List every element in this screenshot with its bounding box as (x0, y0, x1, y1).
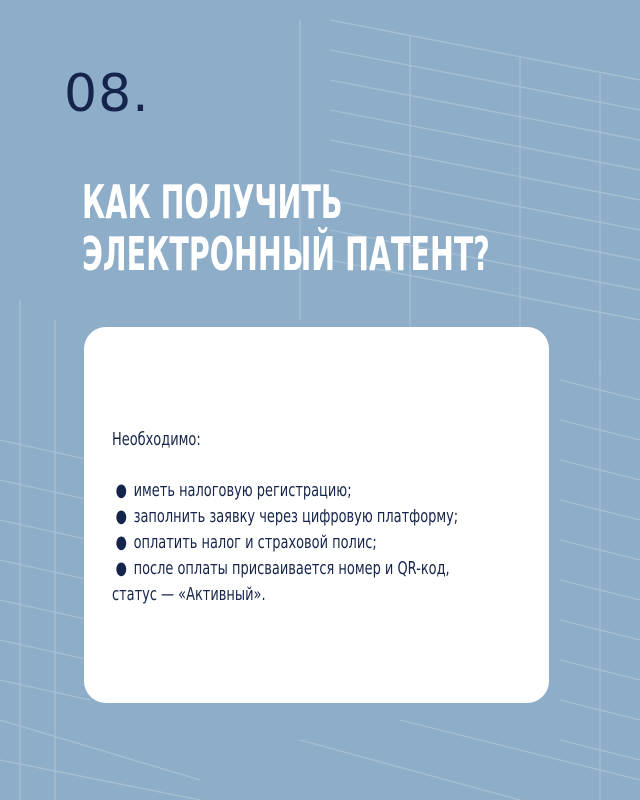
requirements-list (112, 478, 537, 582)
bullet-icon: ● (115, 532, 127, 553)
bullet-icon: ● (115, 480, 127, 501)
bullet-icon: ● (115, 506, 127, 527)
page-title-line-2: ЭЛЕКТРОННЫЙ ПАТЕНТ? (82, 227, 490, 281)
info-card-content (112, 427, 537, 608)
bullet-icon: ● (115, 558, 127, 579)
list-item-continuation: статус — «Активный». (112, 584, 266, 605)
page-title (82, 175, 490, 281)
info-card (84, 327, 549, 703)
page-title-line-1: КАК ПОЛУЧИТЬ (82, 175, 343, 229)
card-intro: Необходимо: (112, 429, 201, 450)
list-item-text: заполнить заявку через цифровую платформу; (133, 506, 459, 527)
list-item-text: иметь налоговую регистрацию; (133, 480, 352, 501)
list-item-text: после оплаты присваивается номер и QR-код, (133, 558, 450, 579)
list-item-text: оплатить налог и страховой полис; (133, 532, 377, 553)
list-item (112, 530, 537, 556)
list-item (112, 504, 537, 530)
slide-number: 08. (64, 64, 150, 124)
list-item (112, 478, 537, 504)
list-item (112, 556, 537, 582)
